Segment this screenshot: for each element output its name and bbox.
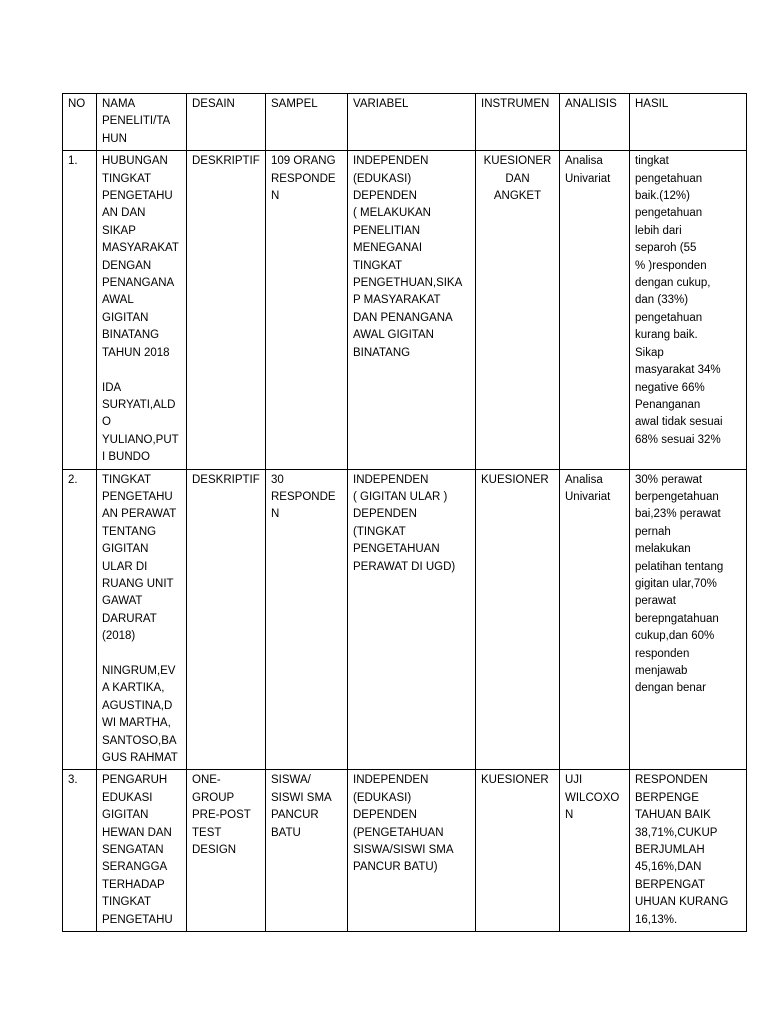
table-row <box>63 469 747 770</box>
cell-variabel: INDEPENDEN (EDUKASI) DEPENDEN (PENGETAHUAN SISWA/SISWI SMA PANCUR BATU) <box>348 770 476 932</box>
table-row <box>63 770 747 932</box>
cell-analisis: Analisa Univariat <box>560 151 630 469</box>
literature-review-table <box>62 93 747 932</box>
cell-sampel: 30 RESPONDEN <box>266 469 348 770</box>
cell-sampel: 109 ORANG RESPONDEN <box>266 151 348 469</box>
header-nama: NAMA PENELITI/TA HUN <box>97 94 187 151</box>
cell-instrumen: KUESIONER <box>476 770 560 932</box>
cell-desain: DESKRIPTIF <box>187 151 266 469</box>
cell-nama: PENGARUH EDUKASI GIGITAN HEWAN DAN SENGATAN SERANGGA TERHADAP TINGKAT PENGETAHU <box>97 770 187 932</box>
cell-instrumen: KUESIONER <box>476 469 560 770</box>
header-desain: DESAIN <box>187 94 266 151</box>
cell-no: 2. <box>63 469 97 770</box>
header-hasil: HASIL <box>630 94 747 151</box>
header-variabel: VARIABEL <box>348 94 476 151</box>
cell-variabel: INDEPENDEN (EDUKASI) DEPENDEN ( MELAKUKAN PENELITIAN MENEGANAI TINGKAT PENGETHUAN,SIKA P MASYARAKAT DAN PENANGANA AWAL GIGITAN BINATANG <box>348 151 476 469</box>
cell-analisis: Analisa Univariat <box>560 469 630 770</box>
cell-nama: HUBUNGAN TINGKAT PENGETAHU AN DAN SIKAP MASYARAKAT DENGAN PENANGANA AWAL GIGITAN BINATANG TAHUN 2018 IDA SURYATI,ALD O YULIANO,PUT I BUNDO <box>97 151 187 469</box>
cell-hasil: 30% perawat berpengetahuan bai,23% perawat pernah melakukan pelatihan tentang gigitan ular,70% perawat berepngatahuan cukup,dan 60% responden menjawab dengan benar <box>630 469 747 770</box>
cell-hasil: RESPONDEN BERPENGE TAHUAN BAIK 38,71%,CUKUP BERJUMLAH 45,16%,DAN BERPENGAT UHUAN KURANG 16,13%. <box>630 770 747 932</box>
cell-sampel: SISWA/ SISWI SMA PANCUR BATU <box>266 770 348 932</box>
cell-hasil: tingkat pengetahuan baik.(12%) pengetahuan lebih dari separoh (55 % )responden dengan cukup, dan (33%) pengetahuan kurang baik. Sikap masyarakat 34% negative 66% Penanganan awal tidak sesuai 68% sesuai 32% <box>630 151 747 469</box>
cell-variabel: INDEPENDEN ( GIGITAN ULAR ) DEPENDEN (TINGKAT PENGETAHUAN PERAWAT DI UGD) <box>348 469 476 770</box>
header-row <box>63 94 747 151</box>
cell-instrumen: KUESIONER DAN ANGKET <box>476 151 560 469</box>
header-sampel: SAMPEL <box>266 94 348 151</box>
cell-desain: ONE- GROUP PRE-POST TEST DESIGN <box>187 770 266 932</box>
cell-analisis: UJI WILCOXO N <box>560 770 630 932</box>
table-row <box>63 151 747 469</box>
header-analisis: ANALISIS <box>560 94 630 151</box>
cell-nama: TINGKAT PENGETAHU AN PERAWAT TENTANG GIGITAN ULAR DI RUANG UNIT GAWAT DARURAT (2018) NINGRUM,EV A KARTIKA, AGUSTINA,D WI MARTHA, SANTOSO,BA GUS RAHMAT <box>97 469 187 770</box>
header-instrumen: INSTRUMEN <box>476 94 560 151</box>
cell-no: 1. <box>63 151 97 469</box>
cell-no: 3. <box>63 770 97 932</box>
cell-desain: DESKRIPTIF <box>187 469 266 770</box>
header-no: NO <box>63 94 97 151</box>
